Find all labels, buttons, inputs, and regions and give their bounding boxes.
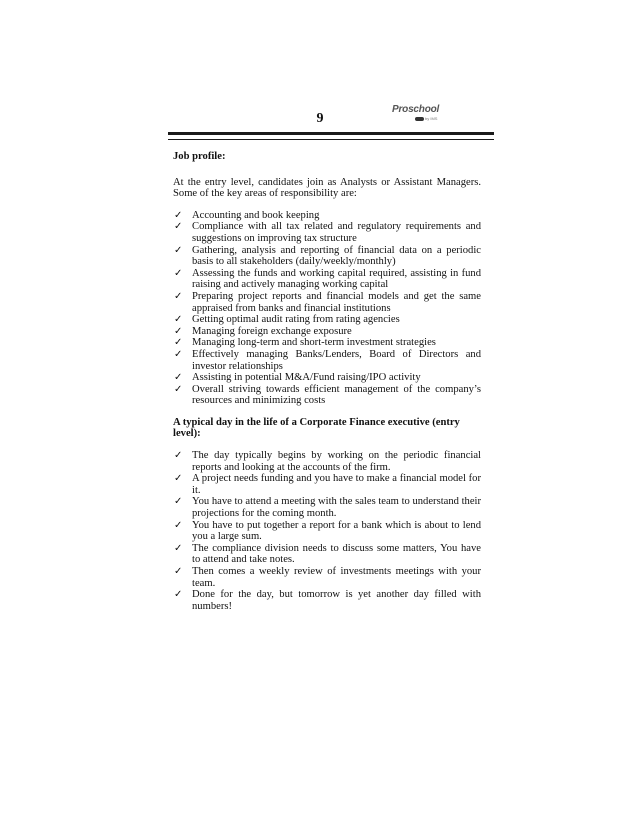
list-item-text: Then comes a weekly review of investments meetings with your team. bbox=[192, 566, 481, 589]
responsibility-item bbox=[173, 384, 481, 407]
responsibility-item bbox=[173, 268, 481, 291]
checkmark-icon: ✓ bbox=[174, 542, 183, 554]
list-item-text: You have to put together a report for a bank which is about to lend you a large sum. bbox=[192, 519, 481, 543]
job-profile-intro: At the entry level, candidates join as Analysts or Assistant Managers. Some of the key areas of responsibility are: bbox=[173, 176, 481, 200]
list-item-text: You have to attend a meeting with the sales team to understand their projections for the coming month. bbox=[192, 496, 482, 520]
checkmark-icon: ✓ bbox=[174, 221, 183, 233]
responsibility-item bbox=[173, 349, 481, 372]
list-item-text: Preparing project reports and financial models and get the same appraised from banks and financial institutions bbox=[192, 290, 481, 314]
checkmark-icon: ✓ bbox=[174, 589, 183, 601]
responsibility-item bbox=[173, 372, 481, 384]
checkmark-icon: ✓ bbox=[174, 325, 183, 337]
list-item-text: Assisting in potential M&A/Fund raising/IPO activity bbox=[192, 372, 421, 384]
list-item-text: Gathering, analysis and reporting of financial data on a periodic basis to all stakeholders (daily/weekly/monthly) bbox=[192, 244, 481, 268]
list-item-text: Overall striving towards efficient management of the company’s resources and minimizing costs bbox=[192, 383, 481, 407]
checkmark-icon: ✓ bbox=[174, 209, 183, 221]
logo-text: Proschool bbox=[392, 104, 440, 115]
checkmark-icon: ✓ bbox=[174, 566, 183, 577]
responsibility-item bbox=[173, 291, 481, 314]
logo-subtext bbox=[414, 116, 462, 121]
list-item-text: Managing foreign exchange exposure bbox=[192, 325, 352, 337]
checkmark-icon: ✓ bbox=[174, 337, 183, 349]
page-content bbox=[173, 151, 481, 612]
responsibility-item bbox=[173, 210, 481, 222]
typical-day-item bbox=[173, 543, 481, 566]
list-item-text: Managing long-term and short-term investment strategies bbox=[192, 337, 436, 349]
proschool-logo bbox=[392, 104, 462, 128]
checkmark-icon: ✓ bbox=[174, 450, 183, 462]
responsibility-item bbox=[173, 337, 481, 349]
list-item-text: A project needs funding and you have to make a financial model for it. bbox=[192, 473, 481, 496]
page-number: 9 bbox=[316, 111, 324, 126]
typical-day-item bbox=[173, 473, 481, 496]
list-item-text: The day typically begins by working on the periodic financial reports and looking at the accounts of the firm. bbox=[192, 450, 481, 473]
typical-day-list bbox=[173, 450, 481, 612]
logo-sub-label: by IMS bbox=[425, 116, 438, 121]
checkmark-icon: ✓ bbox=[174, 314, 183, 326]
list-item-text: Done for the day, but tomorrow is yet another day filled with numbers! bbox=[192, 589, 481, 612]
responsibility-item bbox=[173, 221, 481, 244]
checkmark-icon: ✓ bbox=[174, 372, 183, 384]
typical-day-item bbox=[173, 450, 481, 473]
header-rule-thick bbox=[168, 132, 494, 135]
logo-mark-icon bbox=[415, 117, 424, 121]
checkmark-icon: ✓ bbox=[174, 244, 183, 256]
typical-day-item bbox=[173, 566, 481, 589]
list-item-text: The compliance division needs to discuss some matters, You have to attend and take notes. bbox=[192, 542, 481, 566]
checkmark-icon: ✓ bbox=[174, 267, 183, 279]
typical-day-item bbox=[173, 589, 481, 612]
checkmark-icon: ✓ bbox=[174, 348, 183, 360]
typical-day-item bbox=[173, 496, 481, 519]
typical-day-item bbox=[173, 520, 481, 543]
checkmark-icon: ✓ bbox=[174, 496, 183, 508]
checkmark-icon: ✓ bbox=[174, 383, 183, 395]
list-item-text: Accounting and book keeping bbox=[192, 209, 320, 221]
header-rule-thin bbox=[168, 139, 494, 140]
list-item-text: Effectively managing Banks/Lenders, Board of Directors and investor relationships bbox=[192, 348, 481, 372]
checkmark-icon: ✓ bbox=[174, 473, 183, 485]
responsibility-item bbox=[173, 326, 481, 338]
typical-day-heading: A typical day in the life of a Corporate Finance executive (entry level): bbox=[173, 416, 460, 440]
list-item-text: Assessing the funds and working capital required, assisting in fund raising and actively managing working capital bbox=[192, 267, 481, 291]
checkmark-icon: ✓ bbox=[174, 519, 183, 531]
job-profile-heading: Job profile: bbox=[173, 151, 226, 162]
list-item-text: Compliance with all tax related and regulatory requirements and suggestions on improving tax structure bbox=[192, 221, 481, 244]
list-item-text: Getting optimal audit rating from rating agencies bbox=[192, 314, 400, 326]
responsibilities-list bbox=[173, 210, 481, 407]
responsibility-item bbox=[173, 245, 481, 268]
responsibility-item bbox=[173, 314, 481, 326]
checkmark-icon: ✓ bbox=[174, 290, 183, 302]
